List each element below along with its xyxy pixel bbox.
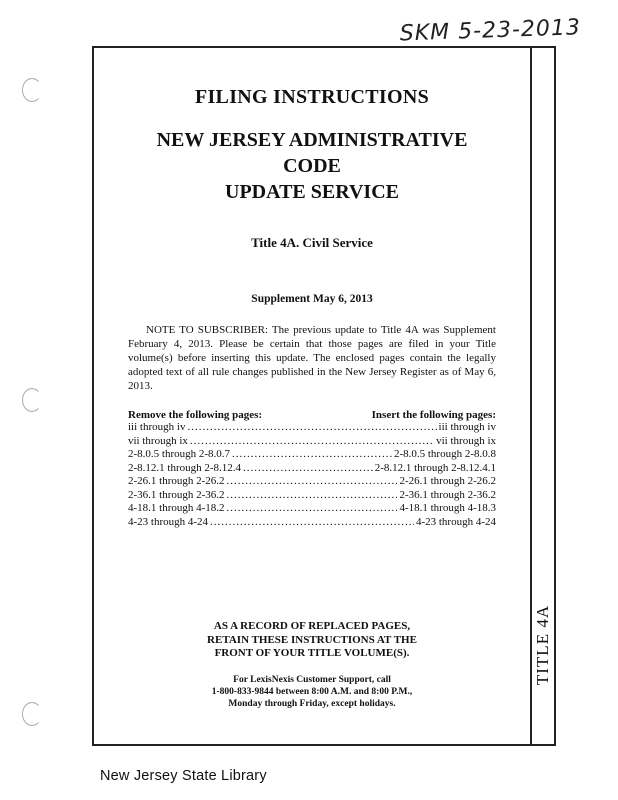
document-title: FILING INSTRUCTIONS bbox=[194, 86, 430, 108]
punch-hole-top bbox=[22, 78, 42, 102]
title-subject: Title 4A. Civil Service bbox=[251, 235, 373, 250]
remove-cell: 2-26.1 through 2-26.2 bbox=[128, 475, 225, 487]
code-heading-line1: NEW JERSEY ADMINISTRATIVE CODE bbox=[156, 129, 468, 177]
insert-cell: 2-8.0.5 through 2-8.0.8 bbox=[393, 448, 496, 460]
punch-hole-bottom bbox=[22, 702, 42, 726]
customer-support-info bbox=[128, 674, 496, 710]
insert-cell: 4-18.1 through 4-18.3 bbox=[399, 502, 496, 514]
pages-table bbox=[128, 421, 496, 529]
insert-cell: vii through ix bbox=[436, 434, 496, 447]
filing-instructions-content bbox=[128, 86, 496, 529]
insert-cell: iii through iv bbox=[438, 421, 496, 433]
record-notice bbox=[128, 620, 496, 661]
record-line2: RETAIN THESE INSTRUCTIONS AT THE bbox=[207, 633, 417, 646]
supplement-date: Supplement May 6, 2013 bbox=[251, 293, 373, 305]
code-heading bbox=[128, 127, 496, 205]
insert-header: Insert the following pages: bbox=[371, 409, 496, 421]
table-row bbox=[128, 462, 496, 476]
remove-cell: vii through ix bbox=[128, 434, 188, 447]
pages-table-header bbox=[128, 409, 496, 421]
punch-hole-middle bbox=[22, 388, 42, 412]
table-row bbox=[128, 448, 496, 462]
insert-cell: 2-8.12.1 through 2-8.12.4.1 bbox=[374, 461, 496, 474]
table-row bbox=[128, 421, 496, 435]
insert-cell: 4-23 through 4-24 bbox=[415, 515, 496, 528]
library-footer: New Jersey State Library bbox=[100, 768, 267, 784]
remove-cell: iii through iv bbox=[128, 421, 186, 433]
support-line1: For LexisNexis Customer Support, call bbox=[233, 675, 391, 685]
insert-cell: 2-36.1 through 2-36.2 bbox=[399, 488, 496, 501]
remove-cell: 4-23 through 4-24 bbox=[128, 515, 209, 528]
table-row bbox=[128, 516, 496, 530]
remove-cell: 4-18.1 through 4-18.2 bbox=[128, 502, 225, 514]
support-line2: 1-800-833-9844 between 8:00 A.M. and 8:00 P.M., bbox=[211, 687, 413, 697]
table-row bbox=[128, 435, 496, 449]
side-tab-label: TITLE 4A bbox=[533, 604, 553, 686]
remove-header: Remove the following pages: bbox=[128, 409, 263, 421]
table-row bbox=[128, 475, 496, 489]
table-row bbox=[128, 489, 496, 503]
handwritten-note: SKM 5-23-2013 bbox=[399, 15, 582, 47]
insert-cell: 2-26.1 through 2-26.2 bbox=[399, 475, 496, 487]
table-row bbox=[128, 502, 496, 516]
remove-cell: 2-36.1 through 2-36.2 bbox=[128, 488, 225, 501]
subscriber-note: NOTE TO SUBSCRIBER: The previous update to Title 4A was Supplement February 4, 2013. Please be certain that those pages are filed in your Title volume(s) before inserting this update. The enclosed pages contain the legally adopted text of all rule changes published in the New Jersey Register as of May 6, 2013. bbox=[128, 324, 496, 392]
record-line1: AS A RECORD OF REPLACED PAGES, bbox=[213, 620, 411, 632]
record-line3: FRONT OF YOUR TITLE VOLUME(S). bbox=[214, 647, 410, 659]
code-heading-line2: UPDATE SERVICE bbox=[225, 181, 399, 203]
remove-cell: 2-8.0.5 through 2-8.0.7 bbox=[128, 448, 231, 460]
remove-cell: 2-8.12.1 through 2-8.12.4 bbox=[128, 461, 242, 474]
support-line3: Monday through Friday, except holidays. bbox=[228, 699, 396, 709]
